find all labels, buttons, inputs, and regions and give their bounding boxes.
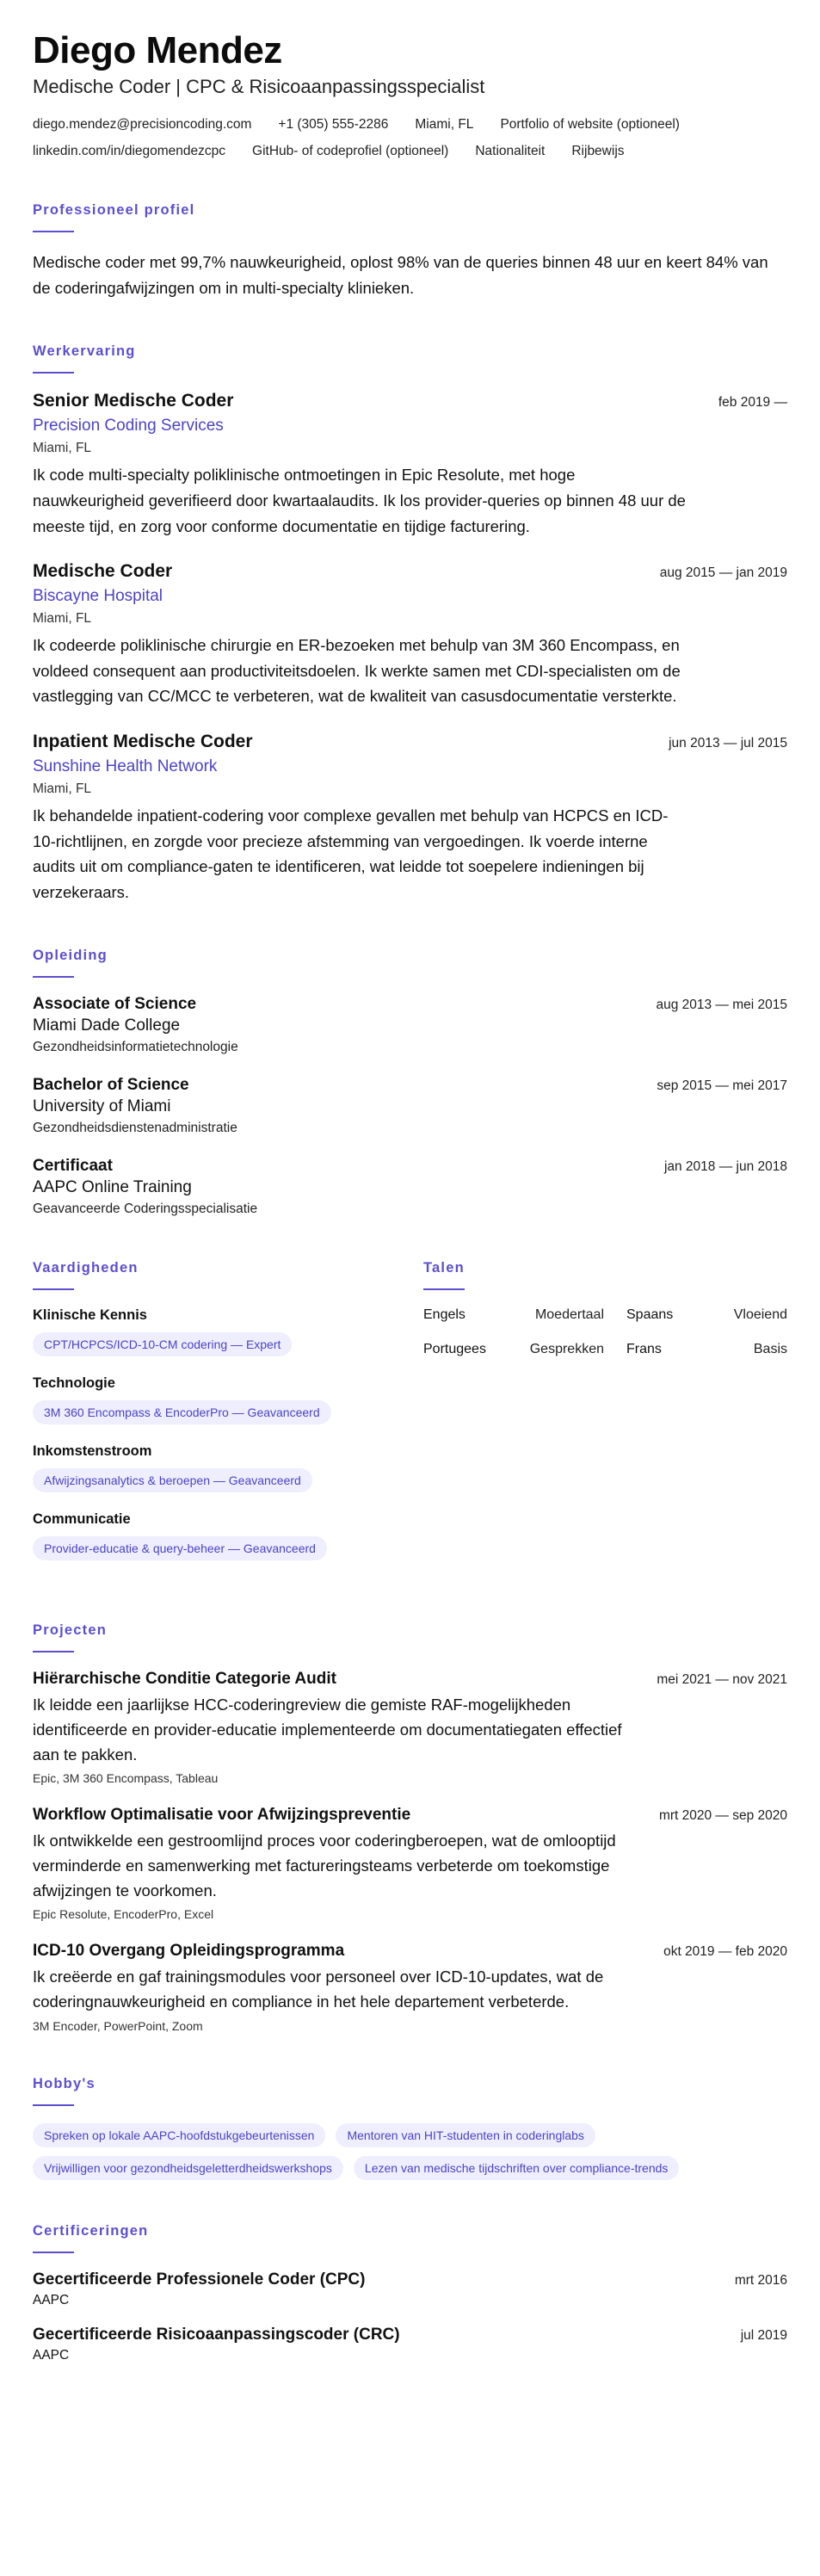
language-level: Moedertaal (534, 1307, 604, 1323)
contact-phone[interactable]: +1 (305) 555-2286 (278, 117, 389, 133)
job-date: feb 2019 — (718, 395, 787, 411)
section-title: Werkervaring (33, 343, 136, 360)
study-field: Gezondheidsinformatietechnologie (33, 1040, 238, 1055)
certification-org: AAPC (33, 2292, 70, 2307)
skill-group-name: Klinische Kennis (33, 1307, 147, 1324)
certification-date: jul 2019 (740, 2327, 787, 2343)
project-description: Ik creëerde en gaf trainingsmodules voor personeel over ICD-10-updates, wat de coderingnauwkeurigheid en compliance in het hele departement verbeterde. (33, 1968, 604, 2011)
work-entry (33, 732, 787, 905)
hobby-chip: Lezen van medische tijdschriften over compliance-trends (354, 2156, 680, 2180)
skill-chip: CPT/HCPCS/ICD-10-CM codering — Expert (33, 1332, 292, 1356)
language-name: Portugees (423, 1342, 486, 1357)
job-location: Miami, FL (33, 781, 92, 796)
profile-text: Medische coder met 99,7% nauwkeurigheid, oplost 98% van de queries binnen 48 uur en keert 84% van de coderingafwijzingen om in multi-specialty klinieken. (33, 253, 768, 297)
hobby-chip: Mentoren van HIT-studenten in coderinglabs (336, 2123, 595, 2147)
hobby-chip-list (33, 2123, 787, 2180)
skill-chip: 3M 360 Encompass & EncoderPro — Geavanceerd (33, 1400, 331, 1424)
certification-entry (33, 2270, 787, 2308)
skill-group (33, 1511, 423, 1560)
skill-group-name: Technologie (33, 1375, 115, 1392)
work-entry (33, 391, 787, 539)
language-grid (423, 1307, 787, 1357)
skill-chip: Afwijzingsanalytics & beroepen — Geavanceerd (33, 1468, 312, 1492)
section-divider (33, 372, 74, 374)
skill-group-name: Inkomstenstroom (33, 1443, 152, 1460)
job-title: Medische Coder (33, 561, 173, 582)
section-title: Talen (423, 1260, 465, 1276)
language-level: Vloeiend (733, 1307, 787, 1323)
section-divider (33, 976, 74, 978)
language-name: Frans (626, 1342, 662, 1357)
project-tools: Epic, 3M 360 Encompass, Tableau (33, 1771, 219, 1786)
job-title: Inpatient Medische Coder (33, 731, 253, 751)
languages-section (423, 1260, 787, 1579)
contact-list (33, 117, 787, 159)
education-entry (33, 1157, 787, 1217)
section-divider (33, 2252, 74, 2253)
job-company: Biscayne Hospital (33, 587, 163, 606)
project-date: okt 2019 — feb 2020 (663, 1944, 787, 1960)
section-title: Opleiding (33, 948, 108, 964)
project-description: Ik ontwikkelde een gestroomlijnd proces voor coderingberoepen, wat de omlooptijd verminderde en samenwerking met factureringsteams verbeterde om toekomstige afwijzingen te voorkomen. (33, 1832, 616, 1900)
contact-portfolio[interactable]: Portfolio of website (optioneel) (500, 117, 680, 133)
certification-org: AAPC (33, 2347, 70, 2363)
job-date: aug 2015 — jan 2019 (659, 565, 787, 581)
section-title: Certificeringen (33, 2222, 149, 2239)
project-description: Ik leidde een jaarlijkse HCC-coderingreview die gemiste RAF-mogelijkheden identificeerde en provider-educatie implementeerde om documentatiegaten effectief aan te pakken. (33, 1696, 622, 1764)
resume-header (33, 31, 787, 159)
skill-group (33, 1375, 423, 1424)
school-name: Miami Dade College (33, 1016, 181, 1035)
skill-chip: Provider-educatie & query-beheer — Geavanceerd (33, 1536, 327, 1560)
section-title: Hobby's (33, 2075, 96, 2091)
job-company: Precision Coding Services (33, 417, 224, 436)
section-divider (33, 1288, 74, 1290)
project-entry (33, 1670, 787, 1785)
work-section (33, 343, 787, 905)
project-entry (33, 1806, 787, 1921)
hobby-chip: Vrijwilligen voor gezondheidsgeletterdheidswerkshops (33, 2156, 343, 2180)
certifications-section (33, 2223, 787, 2363)
school-name: University of Miami (33, 1097, 171, 1116)
job-description: Ik code multi-specialty poliklinische ontmoetingen in Epic Resolute, met hoge nauwkeurigheid geverifieerd door kwartaalaudits. Ik los provider-queries op binnen 48 uur de meeste tijd, en zorg voor conforme documentatie en tijdige facturering. (33, 466, 686, 535)
project-title: Hiërarchische Conditie Categorie Audit (33, 1670, 336, 1689)
section-divider (33, 1651, 74, 1652)
certification-entry (33, 2326, 787, 2363)
skill-group-name: Communicatie (33, 1511, 131, 1528)
certification-title: Gecertificeerde Professionele Coder (CPC) (33, 2270, 366, 2289)
degree-date: jan 2018 — jun 2018 (663, 1159, 787, 1175)
hobby-chip: Spreken op lokale AAPC-hoofdstukgebeurtenissen (33, 2123, 325, 2147)
degree-date: sep 2015 — mei 2017 (657, 1078, 787, 1094)
certification-date: mrt 2016 (734, 2272, 787, 2288)
education-entry (33, 1076, 787, 1136)
section-divider (33, 2104, 74, 2106)
study-field: Gezondheidsdienstenadministratie (33, 1121, 237, 1136)
job-company: Sunshine Health Network (33, 757, 218, 775)
job-description: Ik behandelde inpatient-codering voor complexe gevallen met behulp van HCPCS en ICD-10-richtlijnen, en zorgde voor precieze afstemming van vergoedingen. Ik voerde interne audits uit om compliance-gaten te identificeren, wat leidde tot soepelere indieningen bij verzekeraars. (33, 806, 669, 901)
job-location: Miami, FL (33, 611, 92, 627)
hobbies-section (33, 2076, 787, 2180)
section-title: Professioneel profiel (33, 202, 195, 219)
project-title: ICD-10 Overgang Opleidingsprogramma (33, 1942, 345, 1961)
profile-section (33, 202, 787, 300)
contact-github[interactable]: GitHub- of codeprofiel (optioneel) (252, 144, 449, 159)
section-title: Vaardigheden (33, 1260, 139, 1276)
candidate-role: Medische Coder | CPC & Risicoaanpassingsspecialist (33, 76, 485, 98)
language-level: Gesprekken (529, 1342, 604, 1357)
section-divider (423, 1288, 465, 1290)
project-tools: 3M Encoder, PowerPoint, Zoom (33, 2018, 203, 2033)
contact-linkedin[interactable]: linkedin.com/in/diegomendezcpc (33, 144, 226, 159)
candidate-name: Diego Mendez (33, 29, 282, 71)
contact-license: Rijbewijs (571, 144, 625, 159)
job-date: jun 2013 — jul 2015 (669, 735, 787, 751)
project-title: Workflow Optimalisatie voor Afwijzingspreventie (33, 1806, 411, 1825)
project-entry (33, 1942, 787, 2032)
contact-email[interactable]: diego.mendez@precisioncoding.com (33, 117, 252, 133)
project-date: mrt 2020 — sep 2020 (658, 1808, 787, 1824)
job-location: Miami, FL (33, 441, 92, 456)
skills-section (33, 1260, 423, 1579)
section-title: Projecten (33, 1622, 107, 1639)
skill-group (33, 1443, 423, 1492)
degree-title: Bachelor of Science (33, 1076, 189, 1095)
section-divider (33, 231, 74, 232)
language-name: Engels (423, 1307, 465, 1323)
skill-group (33, 1307, 423, 1356)
project-date: mei 2021 — nov 2021 (657, 1672, 787, 1688)
education-section (33, 948, 787, 1217)
study-field: Geavanceerde Coderingsspecialisatie (33, 1202, 258, 1217)
skills-languages-row (33, 1260, 787, 1579)
work-entry (33, 561, 787, 709)
degree-title: Certificaat (33, 1157, 113, 1176)
projects-section (33, 1622, 787, 2032)
job-title: Senior Medische Coder (33, 391, 234, 411)
contact-nationality: Nationaliteit (475, 144, 546, 159)
language-level: Basis (753, 1342, 787, 1357)
language-name: Spaans (626, 1307, 674, 1323)
education-entry (33, 995, 787, 1055)
project-tools: Epic Resolute, EncoderPro, Excel (33, 1907, 214, 1922)
degree-date: aug 2013 — mei 2015 (656, 998, 787, 1013)
certification-title: Gecertificeerde Risicoaanpassingscoder (CRC) (33, 2325, 400, 2344)
school-name: AAPC Online Training (33, 1178, 192, 1197)
contact-location: Miami, FL (415, 117, 474, 133)
job-description: Ik codeerde poliklinische chirurgie en ER-bezoeken met behulp van 3M 360 Encompass, en voldeed consequent aan productiviteitsdoelen. Ik werkte samen met CDI-specialisten om de vastlegging van CC/MCC te verbeteren, wat de kwaliteit van casusdocumentatie versterkte. (33, 636, 681, 706)
degree-title: Associate of Science (33, 995, 197, 1014)
